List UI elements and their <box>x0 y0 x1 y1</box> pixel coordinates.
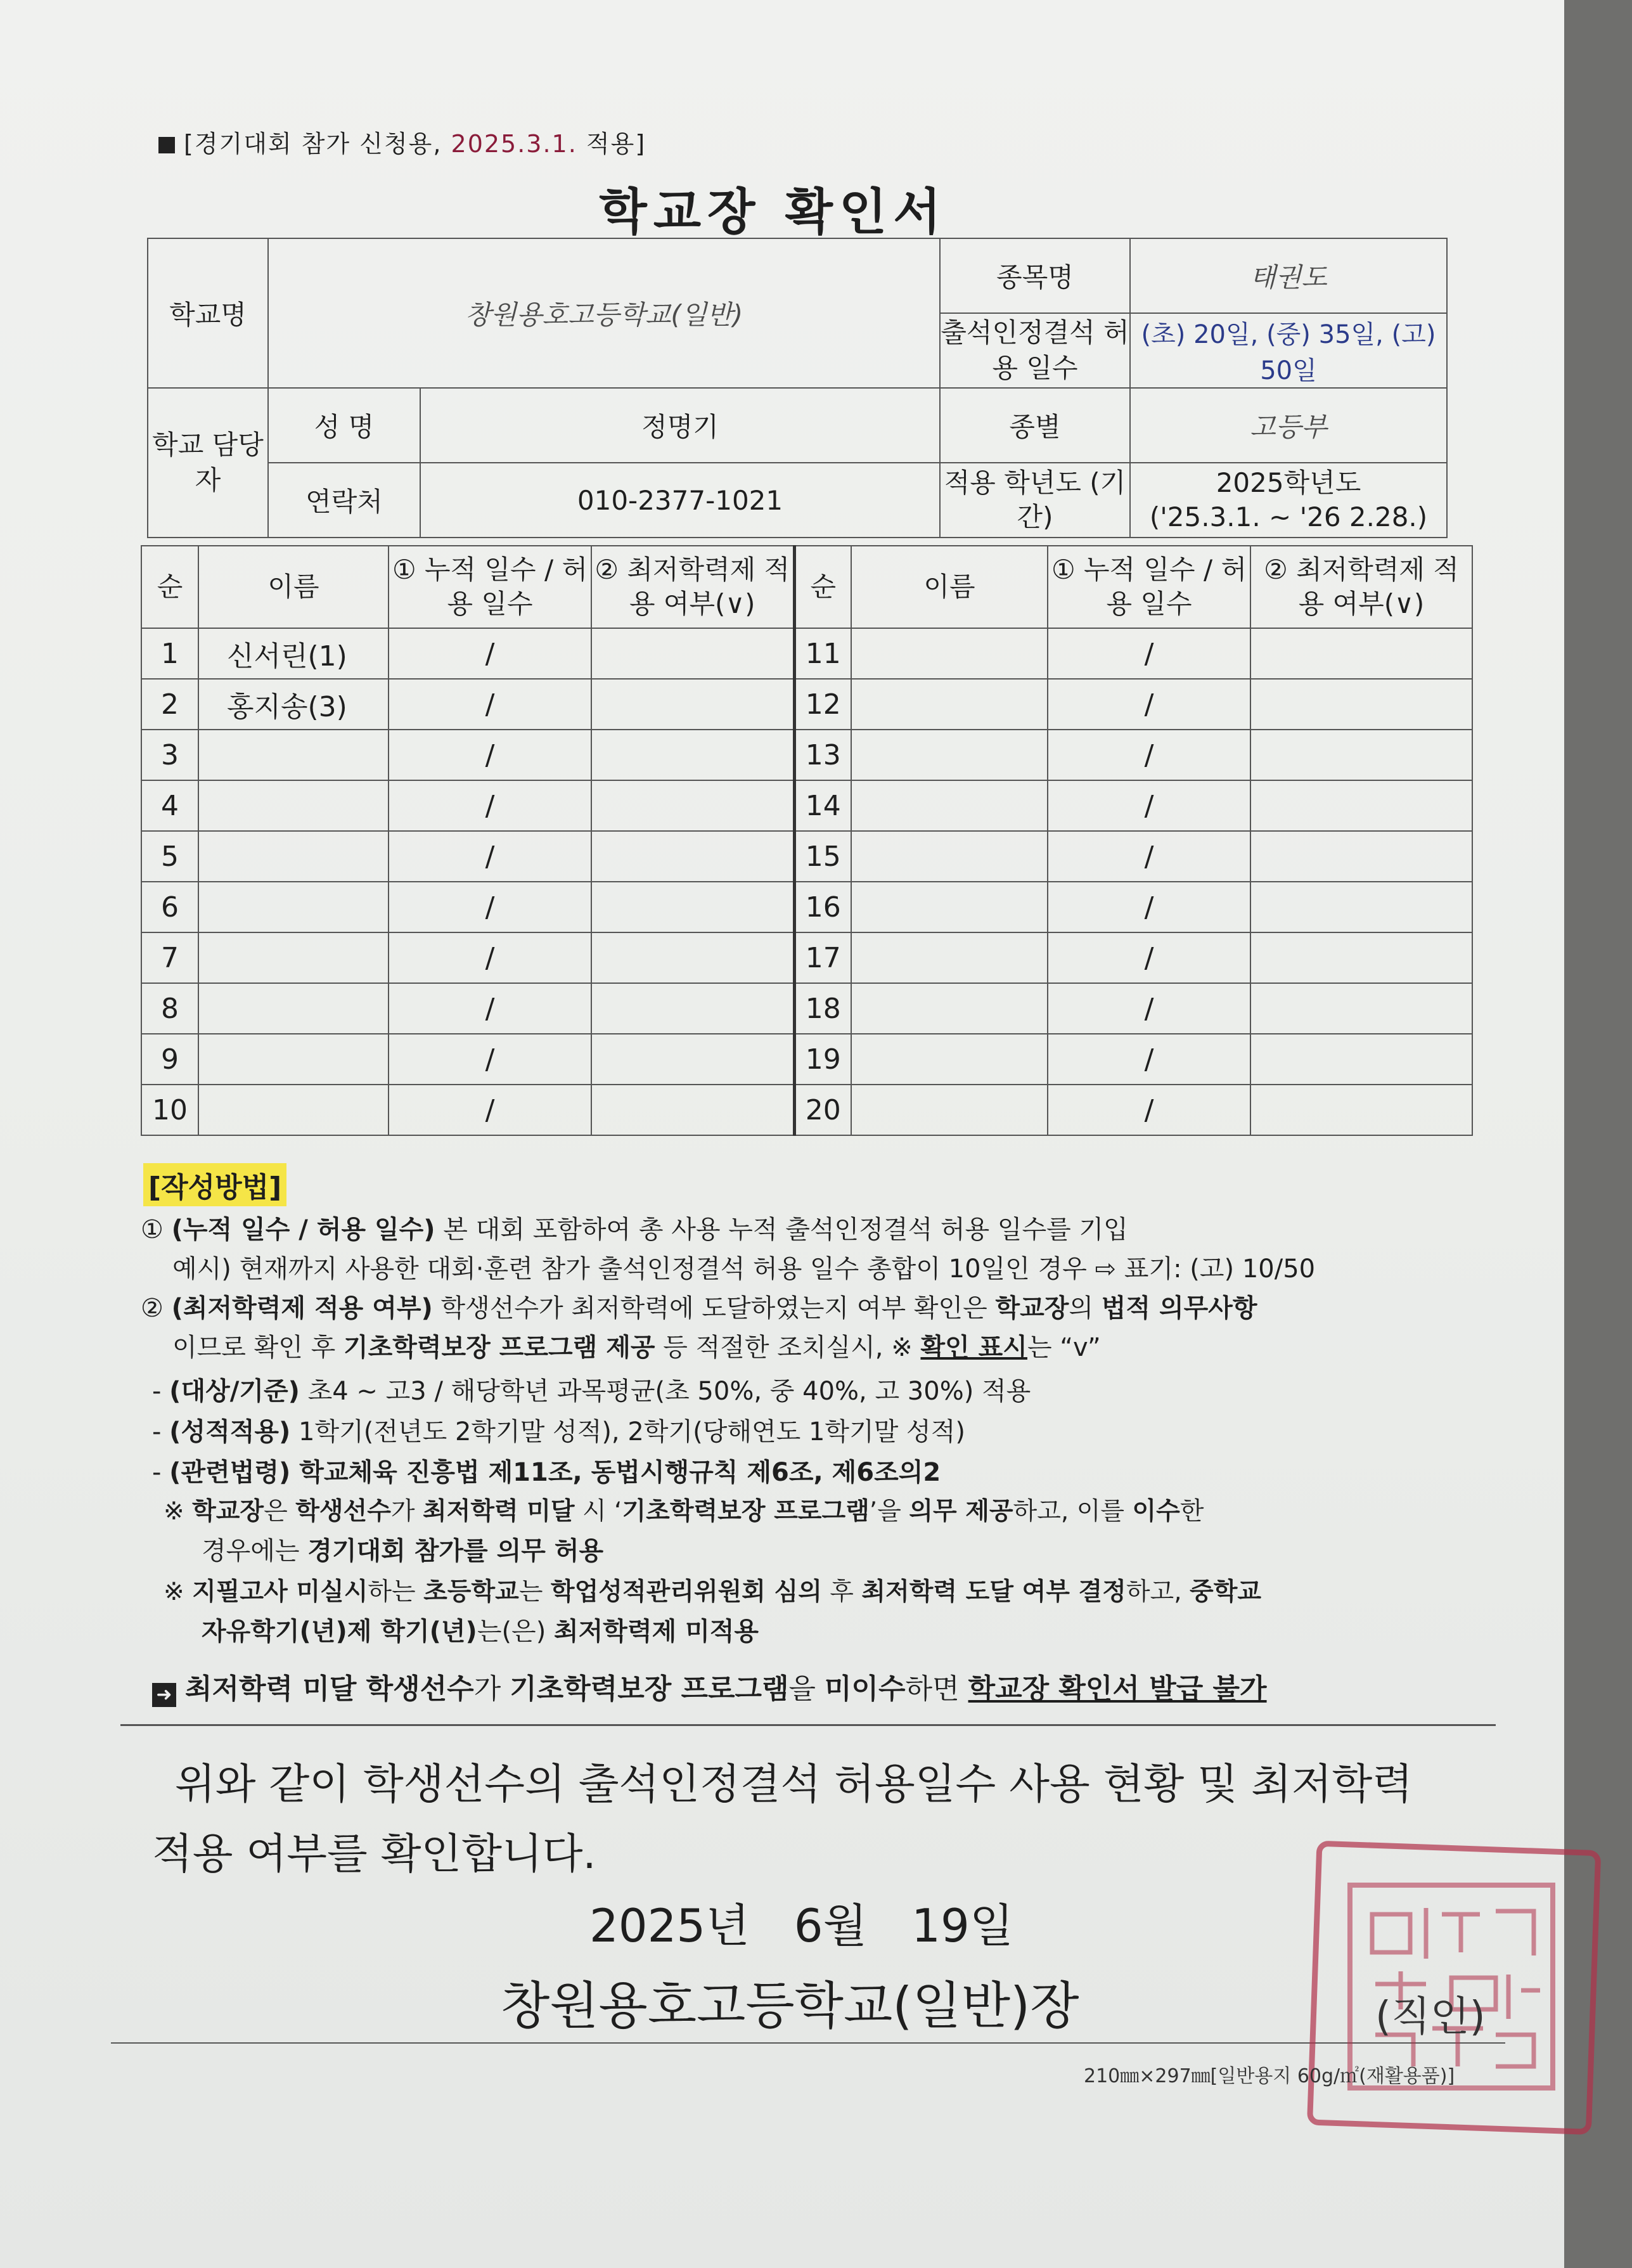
row-days: / <box>389 628 591 679</box>
header-name-2: 이름 <box>851 546 1048 628</box>
row-number: 13 <box>794 730 851 780</box>
row-number: 15 <box>794 831 851 882</box>
date-day: 19일 <box>911 1899 1014 1952</box>
confirm-line-1: 위와 같이 학생선수의 출석인정결석 허용일수 사용 현황 및 최저학력 <box>175 1760 1413 1808</box>
guide-term: 의무 제공 <box>909 1497 1013 1526</box>
row-applied-checkbox[interactable] <box>1250 730 1472 780</box>
year-value: 2025학년도 <box>1216 467 1361 498</box>
roster-header <box>141 546 1472 628</box>
row-applied-checkbox[interactable] <box>591 983 794 1034</box>
signature-line: 창원용호고등학교(일반)장 <box>501 1976 1079 2035</box>
warning-term: 학교장 확인서 발급 불가 <box>968 1673 1267 1705</box>
row-applied-checkbox[interactable] <box>591 882 794 932</box>
guide-term: 학교장 <box>995 1294 1069 1323</box>
table-row <box>141 628 1472 679</box>
manager-label: 학교 담당자 <box>148 388 268 538</box>
guide-text: 본 대회 포함하여 총 사용 누적 출석인정결석 허용 일수를 기입 <box>435 1215 1128 1244</box>
row-name <box>198 1034 389 1085</box>
row-name: 신서린(1) <box>198 628 389 679</box>
guide-line-3 <box>141 1289 1257 1327</box>
row-name <box>198 730 389 780</box>
table-row <box>141 932 1472 983</box>
row-applied-checkbox[interactable] <box>1250 882 1472 932</box>
row-name <box>851 679 1048 730</box>
row-days: / <box>1048 983 1250 1034</box>
year-label: 적용 학년도 (기간) <box>940 463 1130 538</box>
guide-line-1 <box>141 1211 1128 1249</box>
row-days: / <box>1048 932 1250 983</box>
table-row <box>141 882 1472 932</box>
row-number: 8 <box>141 983 198 1034</box>
guide-term: 학생선수 <box>295 1497 391 1526</box>
roster-table <box>141 545 1473 1136</box>
guide-text: 1학기(전년도 2학기말 성적), 2학기(당해연도 1학기말 성적) <box>290 1417 965 1446</box>
header-name: 이름 <box>198 546 389 628</box>
row-applied-checkbox[interactable] <box>1250 1085 1472 1135</box>
row-name <box>198 1085 389 1135</box>
row-number: 17 <box>794 932 851 983</box>
guide-text: 후 <box>821 1578 862 1606</box>
row-days: / <box>389 1034 591 1085</box>
row-days: / <box>389 831 591 882</box>
row-name <box>198 882 389 932</box>
date-year: 2025년 <box>589 1899 750 1952</box>
guide-term: 학교장 <box>192 1497 264 1526</box>
row-number: 1 <box>141 628 198 679</box>
row-applied-checkbox[interactable] <box>1250 983 1472 1034</box>
row-days: / <box>1048 730 1250 780</box>
row-applied-checkbox[interactable] <box>1250 780 1472 831</box>
row-name <box>851 780 1048 831</box>
seal-label: (직인) <box>1375 1994 1486 2040</box>
category-value: 고등부 <box>1130 388 1447 463</box>
row-days: / <box>389 983 591 1034</box>
guide-text: 시 ‘ <box>574 1497 622 1526</box>
guide-text: ’을 <box>869 1497 909 1526</box>
row-number: 4 <box>141 780 198 831</box>
row-number: 6 <box>141 882 198 932</box>
roster-body <box>141 628 1472 1135</box>
guide-term: 법적 의무사항 <box>1101 1294 1257 1323</box>
row-number: 18 <box>794 983 851 1034</box>
guide-dash: - <box>152 1458 170 1487</box>
header-applied: ② 최저학력제 적용 여부(∨) <box>591 546 794 628</box>
guide-dash: - <box>152 1417 170 1446</box>
year-period: ('25.3.1. ~ '26 2.28.) <box>1149 501 1428 532</box>
guide-term: 최저학력 도달 여부 결정 <box>861 1578 1126 1606</box>
guide-line-7 <box>152 1453 941 1492</box>
row-days: / <box>1048 1034 1250 1085</box>
guide-text: 는(은) <box>477 1617 555 1646</box>
header-applied-2: ② 최저학력제 적용 여부(∨) <box>1250 546 1472 628</box>
guide-text: 은 <box>264 1497 296 1526</box>
confirm-line-2: 적용 여부를 확인합니다. <box>152 1829 596 1878</box>
absence-label: 출석인정결석 허용 일수 <box>940 313 1130 388</box>
row-number: 19 <box>794 1034 851 1085</box>
guide-term: 자유학기(년)제 학기(년) <box>202 1617 477 1646</box>
date-line <box>589 1889 1058 1955</box>
event-label: 종목명 <box>940 238 1130 313</box>
table-row <box>141 730 1472 780</box>
square-bullet-icon <box>158 137 175 153</box>
row-applied-checkbox[interactable] <box>1250 831 1472 882</box>
guide-term: (최저학력제 적용 여부) <box>171 1294 433 1323</box>
guide-text: 학생선수가 최저학력에 도달하였는지 여부 확인은 <box>432 1294 996 1323</box>
guide-term: 지필고사 미실시 <box>192 1578 368 1606</box>
warning-text: 을 <box>788 1673 825 1705</box>
guide-term: (누적 일수 / 허용 일수) <box>171 1215 435 1244</box>
table-row <box>141 1034 1472 1085</box>
row-number: 14 <box>794 780 851 831</box>
row-number: 11 <box>794 628 851 679</box>
row-applied-checkbox[interactable] <box>1250 628 1472 679</box>
warning-line <box>152 1666 1267 1707</box>
row-applied-checkbox[interactable] <box>591 1085 794 1135</box>
row-days: / <box>1048 679 1250 730</box>
notice-prefix: [경기대회 참가 신청용, <box>184 130 451 158</box>
guide-text: 등 적절한 조치실시, ※ <box>655 1333 921 1362</box>
guide-line-8 <box>164 1493 1204 1531</box>
notice-date: 2025.3.1. <box>451 130 577 158</box>
guide-line-2: 예시) 현재까지 사용한 대회·훈련 참가 출석인정결석 허용 일수 총합이 10일인 경우 ⇨ 표기: (고) 10/50 <box>172 1254 1316 1284</box>
row-name <box>851 1085 1048 1135</box>
guide-term: 기초학력보장 프로그램 제공 <box>343 1333 655 1362</box>
warning-text: 하면 <box>905 1673 968 1705</box>
row-days: / <box>1048 831 1250 882</box>
row-days: / <box>389 730 591 780</box>
row-name <box>851 831 1048 882</box>
guide-line-10 <box>164 1573 1261 1611</box>
row-applied-checkbox[interactable] <box>591 831 794 882</box>
guide-title: [작성방법] <box>143 1163 286 1206</box>
year-value-cell <box>1130 463 1447 538</box>
row-name: 홍지송(3) <box>198 679 389 730</box>
row-number: 3 <box>141 730 198 780</box>
guide-term: (성적적용) <box>169 1417 291 1446</box>
row-applied-checkbox[interactable] <box>1250 1034 1472 1085</box>
guide-line-9 <box>202 1532 603 1570</box>
row-applied-checkbox[interactable] <box>591 932 794 983</box>
guide-term: 최저학력 미달 <box>422 1497 575 1526</box>
guide-ref: ※ <box>164 1578 193 1606</box>
guide-text: 는 “v” <box>1027 1333 1101 1362</box>
warning-term: 최저학력 미달 학생선수 <box>185 1673 474 1705</box>
row-number: 10 <box>141 1085 198 1135</box>
row-name <box>198 932 389 983</box>
row-name <box>851 983 1048 1034</box>
guide-term: (관련법령) 학교체육 진흥법 제11조, 동법시행규칙 제6조, 제6조의2 <box>169 1458 941 1487</box>
guide-text: 하는 <box>368 1578 424 1606</box>
row-name <box>851 1034 1048 1085</box>
warning-term: 기초학력보장 프로그램 <box>510 1673 789 1705</box>
name-value: 정명기 <box>420 388 940 463</box>
school-value: 창원용호고등학교(일반) <box>268 238 940 388</box>
guide-text: 의 <box>1069 1294 1102 1323</box>
row-applied-checkbox[interactable] <box>1250 679 1472 730</box>
guide-term: (대상/기준) <box>169 1377 300 1406</box>
row-applied-checkbox[interactable] <box>591 628 794 679</box>
date-month: 6월 <box>794 1899 868 1952</box>
row-days: / <box>1048 628 1250 679</box>
table-row <box>141 983 1472 1034</box>
row-days: / <box>1048 1085 1250 1135</box>
guide-term: 경기대회 참가를 의무 허용 <box>307 1537 604 1566</box>
event-value: 태권도 <box>1130 238 1447 313</box>
row-name <box>851 932 1048 983</box>
row-name <box>851 730 1048 780</box>
contact-label: 연락처 <box>268 463 420 538</box>
guide-ref: ※ <box>164 1497 193 1526</box>
confirm-text <box>152 1749 1496 1889</box>
row-number: 2 <box>141 679 198 730</box>
absence-value: (초) 20일, (중) 35일, (고) 50일 <box>1130 313 1447 388</box>
row-applied-checkbox[interactable] <box>591 780 794 831</box>
category-label: 종별 <box>940 388 1130 463</box>
arrow-box-icon: ➜ <box>152 1683 176 1707</box>
row-name <box>851 628 1048 679</box>
row-applied-checkbox[interactable] <box>591 679 794 730</box>
guide-text: 하고, <box>1126 1578 1190 1606</box>
warning-text: 가 <box>473 1673 510 1705</box>
row-days: / <box>389 1085 591 1135</box>
guide-dash: - <box>152 1377 170 1406</box>
header-days: ① 누적 일수 / 허용 일수 <box>389 546 591 628</box>
school-label: 학교명 <box>148 238 268 388</box>
row-applied-checkbox[interactable] <box>1250 932 1472 983</box>
table-row <box>141 831 1472 882</box>
row-days: / <box>389 882 591 932</box>
guide-line-11 <box>202 1613 759 1651</box>
row-days: / <box>1048 882 1250 932</box>
guide-term: 최저학력제 미적용 <box>554 1617 759 1646</box>
row-number: 7 <box>141 932 198 983</box>
page-title: 학교장 확인서 <box>599 184 948 241</box>
row-number: 12 <box>794 679 851 730</box>
guide-text: 는 <box>518 1578 551 1606</box>
divider <box>120 1724 1496 1726</box>
guide-term: 기초학력보장 프로그램 <box>622 1497 870 1526</box>
guide-num: ② <box>141 1294 172 1323</box>
table-row <box>141 780 1472 831</box>
notice-line <box>158 124 646 159</box>
guide-line-6 <box>152 1413 965 1451</box>
guide-line-5 <box>152 1372 1031 1410</box>
row-name <box>198 983 389 1034</box>
name-label: 성 명 <box>268 388 420 463</box>
guide-text: 하고, 이를 <box>1013 1497 1133 1526</box>
guide-text: 이므로 확인 후 <box>172 1333 344 1362</box>
row-name <box>198 780 389 831</box>
table-row <box>141 679 1472 730</box>
row-days: / <box>389 780 591 831</box>
paper-spec: 210㎜×297㎜[일반용지 60g/㎡(재활용품)] <box>1084 2065 1455 2087</box>
guide-term: 초등학교 <box>423 1578 519 1606</box>
contact-value: 010-2377-1021 <box>420 463 940 538</box>
guide-term: 확인 표시 <box>920 1333 1027 1362</box>
header-no: 순 <box>141 546 198 628</box>
row-days: / <box>1048 780 1250 831</box>
row-number: 16 <box>794 882 851 932</box>
row-days: / <box>389 932 591 983</box>
guide-term: 이수 <box>1132 1497 1180 1526</box>
row-number: 20 <box>794 1085 851 1135</box>
guide-text: 가 <box>390 1497 423 1526</box>
info-table <box>147 238 1448 538</box>
guide-term: 학업성적관리위원회 심의 <box>550 1578 822 1606</box>
guide-text: 한 <box>1179 1497 1204 1526</box>
row-number: 9 <box>141 1034 198 1085</box>
row-applied-checkbox[interactable] <box>591 730 794 780</box>
footer-divider <box>111 2042 1505 2044</box>
guide-num: ① <box>141 1215 172 1244</box>
row-name <box>198 831 389 882</box>
guide-text: 초4 ~ 고3 / 해당학년 과목평균(초 50%, 중 40%, 고 30%) 적용 <box>299 1377 1031 1406</box>
guide-text: 경우에는 <box>202 1537 308 1566</box>
row-name <box>851 882 1048 932</box>
notice-suffix: 적용] <box>577 130 646 158</box>
row-number: 5 <box>141 831 198 882</box>
guide-term: 중학교 <box>1190 1578 1262 1606</box>
header-no-2: 순 <box>794 546 851 628</box>
guide-line-4 <box>172 1329 1101 1367</box>
warning-term: 미이수 <box>825 1673 906 1705</box>
row-applied-checkbox[interactable] <box>591 1034 794 1085</box>
row-days: / <box>389 679 591 730</box>
header-days-2: ① 누적 일수 / 허용 일수 <box>1048 546 1250 628</box>
table-row <box>141 1085 1472 1135</box>
